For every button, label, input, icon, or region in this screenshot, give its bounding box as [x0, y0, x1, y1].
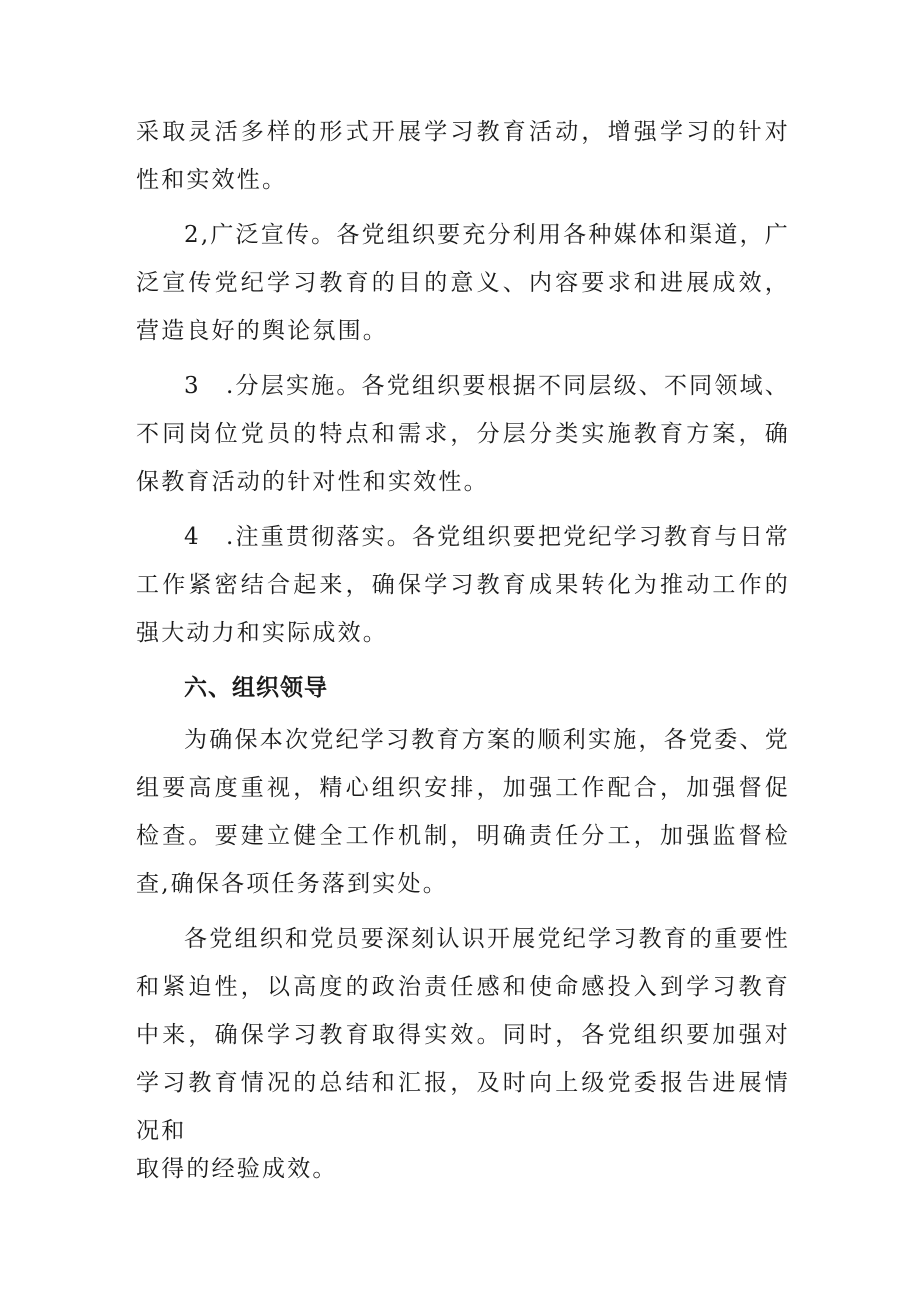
paragraph-closing-tail: 取得的经验成效。 [136, 1156, 338, 1182]
section-heading: 六、组织领导 [184, 675, 328, 701]
paragraph-closing: 各党组织和党员要深刻认识开展党纪学习教育的重要性和紧迫性，以高度的政治责任感和使命感投入到学习教育中来，确保学习教育取得实效。同时，各党组织要加强对学习教育情况的总结和汇报，及时向上级党委报告进展情况和 [136, 926, 790, 1144]
document-body [136, 108, 790, 1193]
paragraph-item-2: 2,广泛宣传。各党组织要充分利用各种媒体和渠道，广泛宣传党纪学习教育的目的意义、内容要求和进展成效，营造良好的舆论氛围。 [136, 222, 790, 344]
paragraph-item-4: 4 .注重贯彻落实。各党组织要把党纪学习教育与日常工作紧密结合起来，确保学习教育成果转化为推动工作的强大动力和实际成效。 [136, 524, 790, 646]
paragraph-organization: 为确保本次党纪学习教育方案的顺利实施，各党委、党组要高度重视，精心组织安排，加强工作配合，加强督促检查。要建立健全工作机制，明确责任分工，加强监督检查,确保各项任务落到实处。 [136, 727, 790, 897]
paragraph-item-3: 3 .分层实施。各党组织要根据不同层级、不同领域、不同岗位党员的特点和需求，分层分类实施教育方案，确保教育活动的针对性和实效性。 [136, 373, 790, 495]
paragraph-continuation: 采取灵活多样的形式开展学习教育活动，增强学习的针对性和实效性。 [136, 119, 790, 193]
